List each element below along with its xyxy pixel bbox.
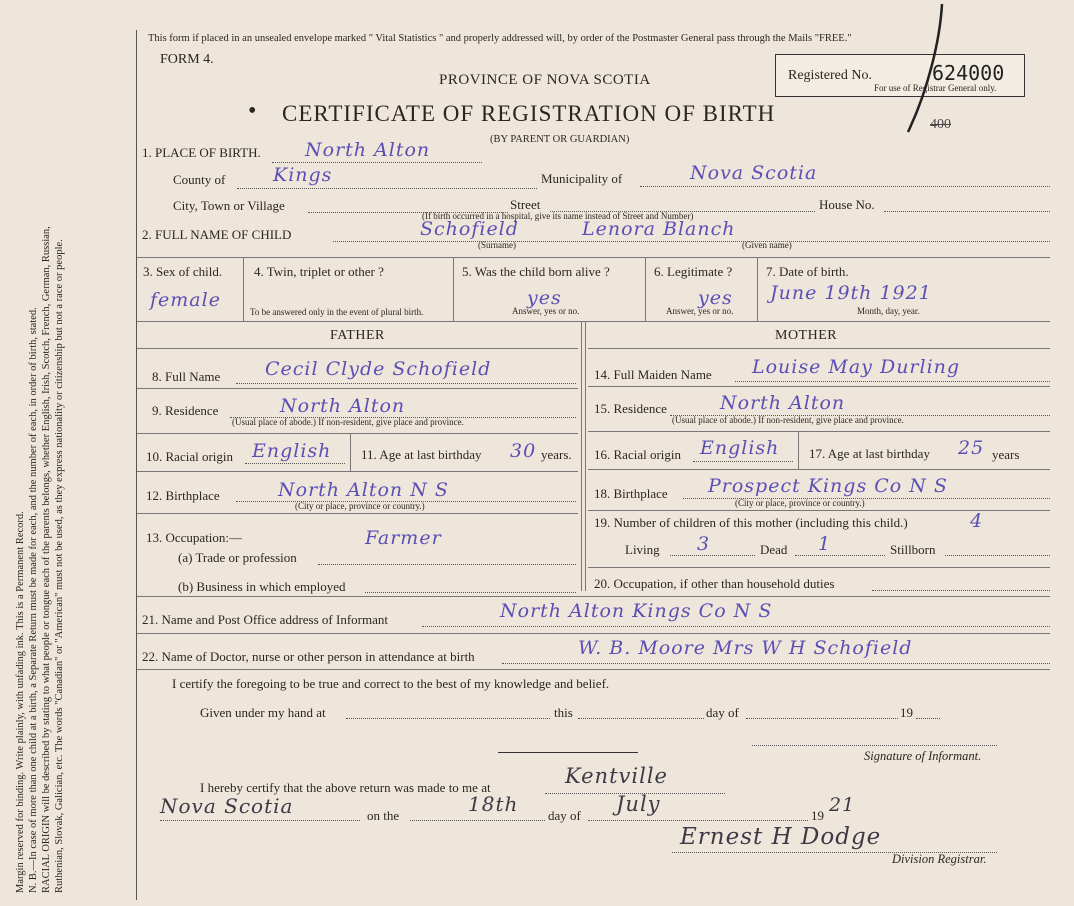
section-rule-3 [137, 669, 1050, 670]
year-prefix-label: 19 [900, 705, 913, 720]
father-race-line [245, 463, 345, 464]
registrar-month-line [588, 820, 808, 821]
registered-label: Registered No. [788, 68, 872, 83]
sex-value: female [150, 289, 221, 311]
father-rule-3 [137, 433, 578, 434]
father-business-line [365, 592, 576, 593]
margin-line-1: Margin reserved for binding. Write plainly, with unfading ink. This is a Permanent Record. [15, 511, 26, 893]
registrar-signature: Ernest H Dodge [680, 824, 882, 850]
registrar-note: For use of Registrar General only. [874, 83, 997, 93]
father-residence-label: 9. Residence [152, 403, 219, 418]
mother-years-label: years [992, 447, 1020, 462]
child-name-line [333, 241, 1050, 242]
living-value: 3 [697, 533, 711, 555]
sex-label: 3. Sex of child. [143, 264, 223, 279]
father-residence-value: North Alton [280, 395, 406, 417]
informant-signature-line [752, 745, 997, 746]
mother-birthplace-label: 18. Birthplace [594, 486, 668, 501]
father-trade-label: (a) Trade or profession [178, 550, 297, 565]
mother-age-div [798, 431, 799, 469]
row-rule-top [137, 257, 1050, 258]
father-name-line [236, 383, 576, 384]
date-of-birth-label: 7. Date of birth. [766, 264, 849, 279]
child-surname-value: Schofield [420, 218, 519, 240]
mother-residence-label: 15. Residence [594, 401, 667, 416]
father-trade-value: Farmer [365, 527, 442, 549]
father-age-label: 11. Age at last birthday [361, 447, 482, 462]
dead-label: Dead [760, 542, 788, 557]
struck-number: 400 [930, 117, 951, 132]
surname-note: (Surname) [478, 240, 516, 250]
col-div-1 [243, 257, 244, 321]
municipality-line [640, 186, 1050, 187]
living-line [670, 555, 755, 556]
mother-name-label: 14. Full Maiden Name [594, 367, 712, 382]
father-rule-4 [137, 471, 578, 472]
registered-number: 624000 [932, 61, 1005, 85]
father-business-label: (b) Business in which employed [178, 579, 346, 594]
registrar-day-of-label: day of [548, 808, 581, 823]
legitimate-value: yes [698, 287, 733, 309]
margin-line-2: N. B.—In case of more than one child at a birth, a Separate Return must be made for each, and the number of each, in order of birth, stated. [28, 307, 39, 893]
mother-rule-1 [588, 348, 1050, 349]
county-value: Kings [273, 164, 333, 186]
mother-residence-note: (Usual place of abode.) If non-resident, give place and province. [672, 415, 904, 425]
given-under-label: Given under my hand at [200, 705, 326, 720]
year-line [916, 718, 940, 719]
father-name-label: 8. Full Name [152, 369, 221, 384]
informant-certify-text: I certify the foregoing to be true and correct to the best of my knowledge and belief. [172, 676, 610, 691]
twin-label: 4. Twin, triplet or other ? [254, 264, 384, 279]
mother-rule-3 [588, 431, 1050, 432]
place-of-birth-label: 1. PLACE OF BIRTH. [142, 145, 261, 160]
registrar-day-line [410, 820, 545, 821]
mail-note: This form if placed in an unsealed envelope marked " Vital Statistics " and properly addressed will, by order of the Postmaster General pass through the Mails "FREE." [148, 33, 852, 44]
col-div-2 [453, 257, 454, 321]
province-heading: PROVINCE OF NOVA SCOTIA [439, 72, 651, 88]
mother-rule-2 [588, 386, 1050, 387]
registrar-day-value: 18th [468, 792, 519, 816]
father-residence-note: (Usual place of abode.) If non-resident, give place and province. [232, 417, 464, 427]
father-birthplace-note: (City or place, province or country.) [295, 501, 425, 511]
registrar-title: Division Registrar. [892, 852, 987, 866]
mother-birthplace-value: Prospect Kings Co N S [708, 475, 948, 497]
parents-divider-2 [585, 321, 586, 591]
date-note: Month, day, year. [857, 306, 920, 316]
document-title: CERTIFICATE OF REGISTRATION OF BIRTH [282, 101, 776, 126]
mother-occupation-line [872, 590, 1050, 591]
informant-signature-label: Signature of Informant. [864, 749, 982, 763]
informant-label: 21. Name and Post Office address of Informant [142, 612, 388, 627]
this-label: this [554, 705, 573, 720]
mother-occupation-label: 20. Occupation, if other than household duties [594, 576, 835, 591]
father-name-value: Cecil Clyde Schofield [265, 358, 492, 380]
margin-line-3: RACIAL ORIGIN will be described by stating to what people or tongue each of the parents belongs, whether English, Irish, Scotch, French, German, Russian, [41, 226, 52, 893]
dead-value: 1 [818, 533, 832, 555]
father-years-label: years. [541, 447, 572, 462]
given-name-note: (Given name) [742, 240, 792, 250]
document-subtitle: (BY PARENT OR GUARDIAN) [490, 134, 630, 145]
form-number: FORM 4. [160, 52, 214, 67]
margin-instructions [14, 13, 66, 893]
registrar-year-value: 21 [829, 794, 856, 816]
father-age-div [350, 433, 351, 471]
registrar-month-value: July [616, 792, 661, 816]
mother-birthplace-note: (City or place, province or country.) [735, 498, 865, 508]
father-trade-line [318, 564, 576, 565]
twin-note: To be answered only in the event of plural birth. [250, 307, 424, 317]
mother-age-value: 25 [958, 437, 985, 459]
col-div-4 [757, 257, 758, 321]
row-rule-bottom [137, 321, 1050, 322]
street-label: Street [510, 197, 541, 212]
stillborn-line [945, 555, 1050, 556]
father-race-value: English [252, 440, 332, 462]
municipality-label: Municipality of [541, 171, 623, 186]
on-the-label: on the [367, 808, 400, 823]
registrar-province-value: Nova Scotia [160, 794, 294, 818]
father-heading: FATHER [330, 328, 385, 343]
house-label: House No. [819, 197, 875, 212]
mother-residence-value: North Alton [720, 392, 846, 414]
municipality-value: Nova Scotia [690, 162, 818, 184]
day-of-label: day of [706, 705, 739, 720]
child-name-label: 2. FULL NAME OF CHILD [142, 227, 292, 242]
this-line [578, 718, 704, 719]
hospital-note: (If birth occurred in a hospital, give its name instead of Street and Number) [422, 211, 694, 221]
doctor-value: W. B. Moore Mrs W H Schofield [578, 637, 913, 659]
father-race-label: 10. Racial origin [146, 449, 234, 464]
mother-race-label: 16. Racial origin [594, 447, 682, 462]
county-label: County of [173, 172, 226, 187]
registrar-place-value: Kentville [565, 764, 668, 788]
place-line [272, 162, 482, 163]
bullet-mark: • [248, 98, 257, 124]
parents-divider [581, 321, 582, 591]
mother-name-line [735, 381, 1050, 382]
short-rule [498, 752, 638, 753]
dead-line [795, 555, 885, 556]
doctor-line [502, 663, 1050, 664]
alive-label: 5. Was the child born alive ? [462, 264, 610, 279]
father-rule-2 [137, 388, 578, 389]
section-rule-2 [137, 633, 1050, 634]
mother-age-label: 17. Age at last birthday [809, 446, 930, 461]
pen-stroke-mark [900, 0, 950, 140]
mother-children-value: 4 [970, 510, 984, 532]
registrar-province-line [160, 820, 360, 821]
mother-race-line [693, 461, 793, 462]
section-rule-1 [137, 596, 1050, 597]
alive-note: Answer, yes or no. [512, 306, 580, 316]
father-occupation-label: 13. Occupation:— [146, 530, 243, 545]
father-birthplace-label: 12. Birthplace [146, 488, 220, 503]
living-label: Living [625, 542, 660, 557]
county-line [237, 188, 537, 189]
legitimate-note: Answer, yes or no. [666, 306, 734, 316]
legitimate-label: 6. Legitimate ? [654, 264, 733, 279]
mother-name-value: Louise May Durling [752, 356, 961, 378]
col-div-3 [645, 257, 646, 321]
father-rule-1 [137, 348, 578, 349]
registrar-year-prefix: 19 [811, 808, 824, 823]
alive-value: yes [527, 287, 562, 309]
binding-rule [136, 30, 137, 900]
place-of-birth-value: North Alton [305, 139, 431, 161]
mother-rule-4 [588, 469, 1050, 470]
informant-line [422, 626, 1050, 627]
father-birthplace-value: North Alton N S [278, 479, 449, 501]
father-rule-5 [137, 513, 578, 514]
mother-rule-6 [588, 567, 1050, 568]
father-age-value: 30 [510, 440, 537, 462]
informant-value: North Alton Kings Co N S [500, 600, 773, 622]
registrar-certify-text: I hereby certify that the above return was made to me at [200, 780, 491, 795]
margin-line-4: Ruthenian, Slovak, Galician, etc. The words "Canadian" or "American" must not be used, as they express nationality or citizenship but not a race or people. [54, 239, 65, 893]
stillborn-label: Stillborn [890, 542, 936, 557]
mother-children-label: 19. Number of children of this mother (including this child.) [594, 515, 908, 530]
day-of-line [746, 718, 898, 719]
child-given-value: Lenora Blanch [582, 218, 736, 240]
given-place-line [346, 718, 550, 719]
doctor-label: 22. Name of Doctor, nurse or other person in attendance at birth [142, 649, 475, 664]
city-label: City, Town or Village [173, 198, 285, 213]
date-of-birth-value: June 19th 1921 [770, 282, 932, 304]
house-line [884, 211, 1050, 212]
mother-race-value: English [700, 437, 780, 459]
mother-heading: MOTHER [775, 328, 838, 343]
